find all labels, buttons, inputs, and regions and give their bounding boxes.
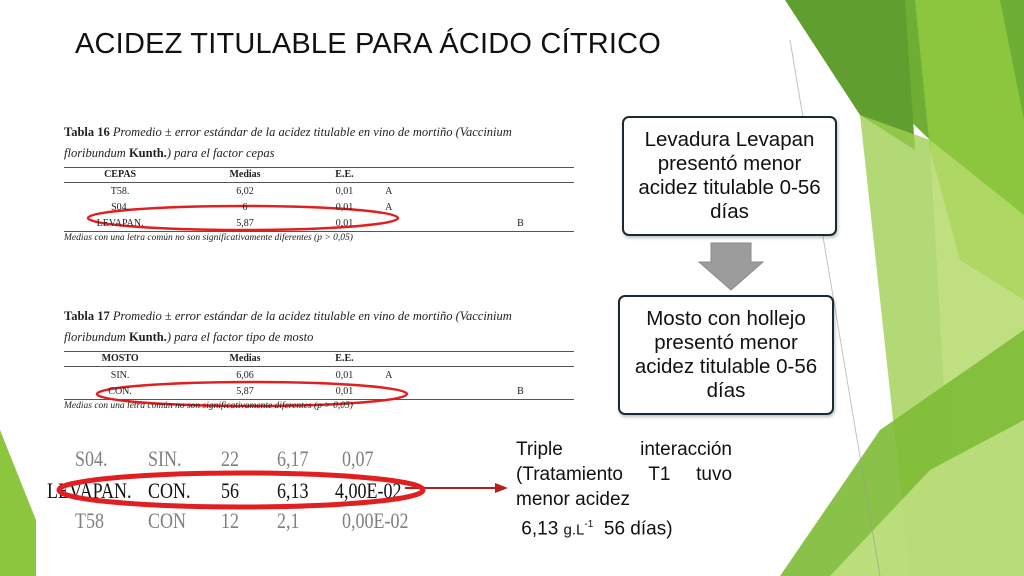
table-cell	[375, 215, 467, 232]
table-row	[64, 367, 574, 384]
table16-caption-text-c: ) para el factor cepas	[166, 146, 275, 160]
snippet-cell: 56	[221, 478, 239, 503]
table-cell: S04.	[111, 202, 130, 213]
table17-header: E.E.	[314, 352, 375, 367]
table17-caption	[64, 306, 574, 348]
table-cell: 6,06	[236, 370, 254, 381]
table-cell: A	[385, 186, 393, 197]
table16-header	[467, 168, 574, 183]
snippet-cell: 0,00E-02	[342, 508, 409, 533]
down-arrow-icon	[699, 243, 763, 290]
table17-caption-text-c: ) para el factor tipo de mosto	[166, 330, 314, 344]
table17-block	[64, 306, 574, 411]
snippet-cell: S04.	[75, 446, 108, 471]
conclusion-box-yeast-text: Levadura Levapan presentó menor acidez titulable 0-56 días	[638, 128, 821, 223]
snippet-cell: CON.	[148, 478, 191, 503]
table17-caption-bold: Kunth.	[128, 330, 167, 344]
snippet-cell: 6,13	[277, 478, 309, 503]
triple-unit: g.L	[563, 521, 585, 539]
table16-header: CEPAS	[64, 168, 176, 183]
table-cell: A	[385, 370, 393, 381]
table-row	[64, 183, 574, 200]
table-cell	[467, 367, 574, 384]
table-cell: 0,01	[314, 383, 375, 400]
snippet-cell: CON	[148, 508, 187, 533]
table17-header	[467, 352, 574, 367]
triple-word: Triple	[516, 439, 563, 460]
table-cell: 5,87	[176, 215, 314, 232]
snippet-cell: 2,1	[277, 508, 300, 533]
triple-line-1	[516, 437, 732, 462]
table-cell: T58.	[110, 186, 130, 197]
table-cell: A	[385, 202, 393, 213]
table-cell: 5,87	[176, 383, 314, 400]
triple-word: tuvo	[696, 464, 733, 485]
table16-block	[64, 122, 574, 243]
conclusion-box-must-text: Mosto con hollejo presentó menor acidez titulable 0-56 días	[634, 307, 818, 402]
table16-header: E.E.	[314, 168, 375, 183]
table17-header: Medias	[176, 352, 314, 367]
triple-word: interacción	[640, 439, 732, 460]
snippet-cell: SIN.	[148, 446, 182, 471]
conclusion-box-must	[618, 295, 834, 415]
table-cell: CON.	[64, 383, 176, 400]
table-cell: LEVAPAN.	[64, 215, 176, 232]
triple-interaction-snippet	[47, 446, 427, 533]
table-cell	[467, 199, 574, 215]
triple-line-2	[516, 462, 732, 487]
table16-caption-text-a: Promedio ± error estándar de la acidez titulable en vino de mortiño (Vaccinium	[112, 125, 512, 139]
snippet-cell: 0,07	[342, 446, 374, 471]
table-cell	[467, 183, 574, 200]
table17-caption-text-b: floribundum	[64, 330, 126, 344]
table-row	[64, 215, 574, 232]
table17-caption-text-a: Promedio ± error estándar de la acidez titulable en vino de mortiño (Vaccinium	[112, 309, 512, 323]
table-cell	[375, 383, 467, 400]
table-cell: 6,02	[236, 186, 254, 197]
table-cell: 0,01	[335, 370, 354, 381]
table-cell: B	[467, 215, 574, 232]
snippet-cell: 4,00E-02	[335, 478, 402, 503]
snippet-cell: 22	[221, 446, 239, 471]
triple-word: (Tratamiento	[516, 464, 623, 485]
table16-header	[375, 168, 467, 183]
table-row	[64, 383, 574, 400]
table17-caption-label: Tabla 17	[64, 309, 110, 323]
triple-line-3: menor acidez	[516, 489, 631, 510]
snippet-highlight-ellipse	[55, 452, 427, 520]
table-cell: 6	[242, 202, 248, 213]
table-cell: 0,01	[314, 215, 375, 232]
conclusion-box-yeast	[622, 116, 837, 236]
triple-line-4	[516, 512, 732, 542]
table16-header: Medias	[176, 168, 314, 183]
table16-caption-label: Tabla 16	[64, 125, 110, 139]
table16-caption	[64, 122, 574, 164]
table-cell: SIN.	[110, 370, 130, 381]
table16-caption-bold: Kunth.	[128, 146, 167, 160]
table-cell: 0,01	[335, 202, 354, 213]
snippet-cell: T58	[75, 508, 104, 533]
pointer-arrow-icon	[495, 483, 508, 493]
table16-header-row	[64, 168, 574, 183]
triple-tail: 56 días)	[603, 518, 673, 540]
triple-interaction-text	[516, 437, 732, 542]
table-cell: B	[467, 383, 574, 400]
table17-header	[375, 352, 467, 367]
triple-value: 6,13	[521, 518, 559, 540]
snippet-cell: 12	[221, 508, 239, 533]
table17-note: Medias con una letra común no son significativamente diferentes (p > 0,05)	[64, 401, 353, 411]
snippet-cell: 6,17	[277, 446, 309, 471]
snippet-cell: LEVAPAN.	[47, 478, 132, 503]
table17-header-row	[64, 352, 574, 367]
table17-header: MOSTO	[64, 352, 176, 367]
table16	[64, 167, 574, 232]
table-row	[64, 199, 574, 215]
table16-caption-text-b: floribundum	[64, 146, 126, 160]
slide-title: ACIDEZ TITULABLE PARA ÁCIDO CÍTRICO	[75, 28, 662, 60]
table16-note: Medias con una letra común no son significativamente diferentes (p > 0,05)	[64, 233, 353, 243]
triple-unit-exponent: -1	[584, 519, 594, 530]
table17	[64, 351, 574, 400]
green-shape-left	[0, 430, 36, 576]
table-cell: 0,01	[335, 186, 354, 197]
triple-word: T1	[648, 464, 671, 485]
